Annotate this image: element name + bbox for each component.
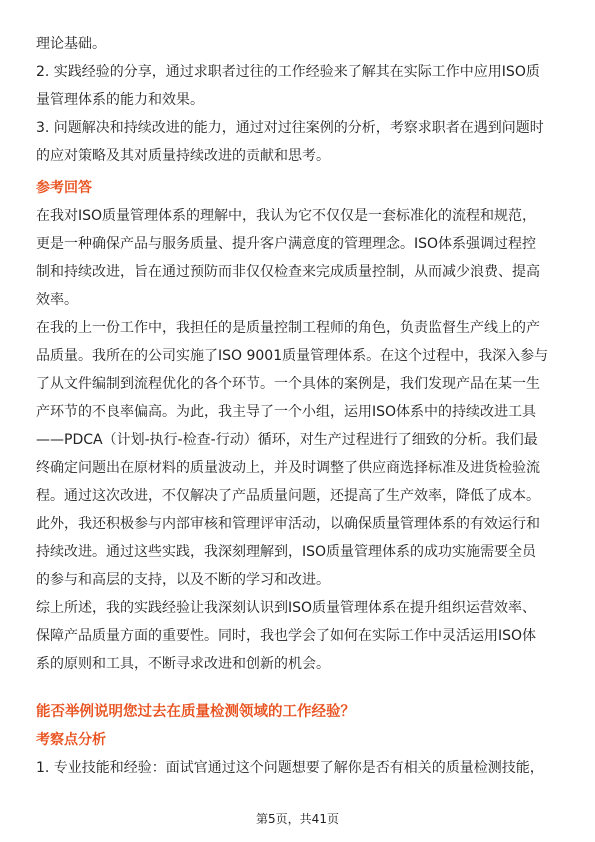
answer-section bbox=[36, 202, 560, 678]
question-heading: 能否举例说明您过去在质量检测领域的工作经验？ bbox=[36, 704, 355, 720]
intro-line: 量管理体系的能力和效果。 bbox=[36, 92, 204, 108]
answer-line: 制和持续改进，旨在通过预防而非仅仅检查来完成质量控制，从而减少浪费、提高 bbox=[36, 264, 540, 280]
answer-line: 的参与和高层的支持，以及不断的学习和改进。 bbox=[36, 572, 330, 588]
answer-line: 在我的上一份工作中，我担任的是质量控制工程师的角色，负责监督生产线上的产 bbox=[36, 320, 540, 336]
answer-line: 效率。 bbox=[36, 292, 78, 308]
answer-line: 品质量。我所在的公司实施了ISO 9001质量管理体系。在这个过程中，我深入参与 bbox=[36, 348, 549, 364]
answer-line: 程。通过这次改进，不仅解决了产品质量问题，还提高了生产效率，降低了成本。 bbox=[36, 488, 540, 504]
page-content bbox=[36, 30, 560, 782]
analysis-heading: 考察点分析 bbox=[36, 732, 106, 748]
page-number: 第5页，共41页 bbox=[256, 812, 339, 826]
intro-line: 的应对策略及其对质量持续改进的贡献和思考。 bbox=[36, 148, 330, 164]
answer-line: 了从文件编制到流程优化的各个环节。一个具体的案例是，我们发现产品在某一生 bbox=[36, 376, 540, 392]
answer-line: 更是一种确保产品与服务质量、提升客户满意度的管理理念。ISO体系强调过程控 bbox=[36, 236, 537, 252]
answer-line: ——PDCA（计划-执行-检查-行动）循环，对生产过程进行了细致的分析。我们最 bbox=[36, 432, 538, 448]
reference-answer-heading: 参考回答 bbox=[36, 180, 92, 196]
intro-line: 2. 实践经验的分享，通过求职者过往的工作经验来了解其在实际工作中应用ISO质 bbox=[36, 64, 540, 80]
intro-section bbox=[36, 30, 560, 170]
analysis-section bbox=[36, 754, 560, 782]
intro-line: 理论基础。 bbox=[36, 36, 106, 52]
answer-line: 综上所述，我的实践经验让我深刻认识到ISO质量管理体系在提升组织运营效率、 bbox=[36, 600, 537, 616]
answer-line: 系的原则和工具，不断寻求改进和创新的机会。 bbox=[36, 656, 330, 672]
answer-line: 保障产品质量方面的重要性。同时，我也学会了如何在实际工作中灵活运用ISO体 bbox=[36, 628, 537, 644]
intro-line: 3. 问题解决和持续改进的能力，通过对过往案例的分析，考察求职者在遇到问题时 bbox=[36, 120, 544, 136]
answer-line: 在我对ISO质量管理体系的理解中，我认为它不仅仅是一套标准化的流程和规范， bbox=[36, 208, 537, 224]
answer-line: 终确定问题出在原材料的质量波动上，并及时调整了供应商选择标准及进货检验流 bbox=[36, 460, 540, 476]
analysis-line: 1. 专业技能和经验：面试官通过这个问题想要了解你是否有相关的质量检测技能， bbox=[36, 760, 544, 776]
answer-line: 此外，我还积极参与内部审核和管理评审活动，以确保质量管理体系的有效运行和 bbox=[36, 516, 540, 532]
answer-line: 持续改进。通过这些实践，我深刻理解到，ISO质量管理体系的成功实施需要全员 bbox=[36, 544, 537, 560]
answer-line: 产环节的不良率偏高。为此，我主导了一个小组，运用ISO体系中的持续改进工具 bbox=[36, 404, 537, 420]
